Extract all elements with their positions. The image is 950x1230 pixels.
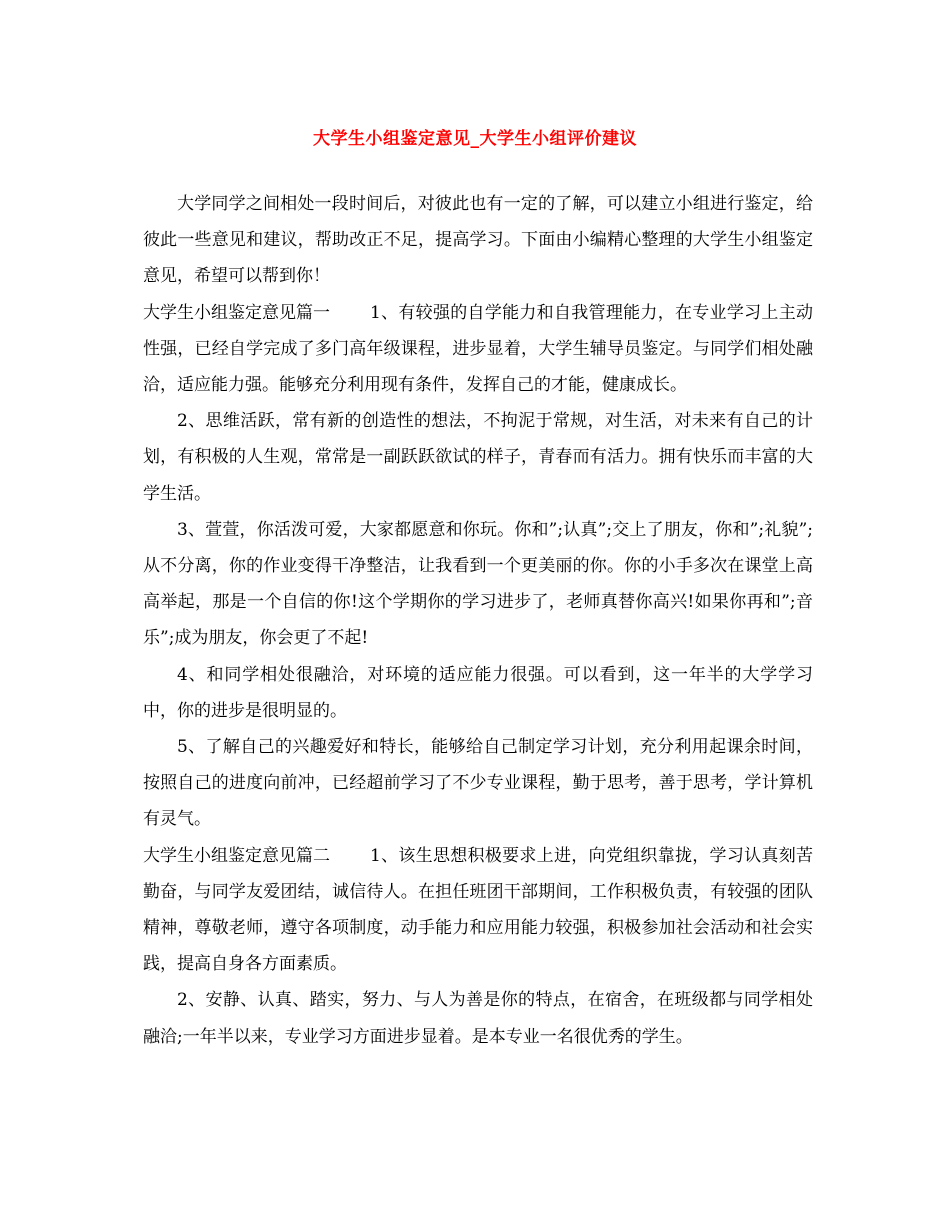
section-1-first-paragraph xyxy=(143,295,813,404)
section-item: 3、萱萱，你活泼可爱，大家都愿意和你玩。你和”;认真”;交上了朋友，你和”;礼貌”;从不分离，你的作业变得干净整洁，让我看到一个更美丽的你。你的小手多次在课堂上高高举起，那是一个自信的你!这个学期你的学习进步了，老师真替你高兴!如果你再和”;音乐”;成为朋友，你会更了不起! xyxy=(143,519,813,649)
section-item: 2、安静、认真、踏实，努力、与人为善是你的特点，在宿舍，在班级都与同学相处融洽;一年半以来，专业学习方面进步显着。是本专业一名很优秀的学生。 xyxy=(143,990,813,1047)
section-item: 1、该生思想积极要求上进，向党组织靠拢，学习认真刻苦勤奋，与同学友爱团结，诚信待人。在担任班团干部期间，工作积极负责，有较强的团队精神，尊敬老师，遵守各项制度，动手能力和应用能力较强，积极参加社会活动和社会实践，提高自身各方面素质。 xyxy=(143,845,813,975)
section-item: 1、有较强的自学能力和自我管理能力，在专业学习上主动性强，已经自学完成了多门高年级课程，进步显着，大学生辅导员鉴定。与同学们相处融洽，适应能力强。能够充分利用现有条件，发挥自己的才能，健康成长。 xyxy=(143,302,813,396)
section-2-first-paragraph xyxy=(143,838,813,983)
section-item: 2、思维活跃，常有新的创造性的想法，不拘泥于常规，对生活，对未来有自己的计划，有积极的人生观，常常是一副跃跃欲试的样子，青春而有活力。拥有快乐而丰富的大学生活。 xyxy=(143,411,813,504)
section-item: 5、了解自己的兴趣爱好和特长，能够给自己制定学习计划，充分利用起课余时间，按照自己的进度向前冲，已经超前学习了不少专业课程，勤于思考，善于思考，学计算机有灵气。 xyxy=(143,737,813,830)
section-heading: 大学生小组鉴定意见篇二 xyxy=(143,845,330,866)
intro-paragraph: 大学同学之间相处一段时间后，对彼此也有一定的了解，可以建立小组进行鉴定，给彼此一些意见和建议，帮助改正不足，提高学习。下面由小编精心整理的大学生小组鉴定意见，希望可以帮到你！ xyxy=(143,194,813,287)
document-body xyxy=(143,186,813,1055)
page-title: 大学生小组鉴定意见_大学生小组评价建议 xyxy=(313,129,637,149)
section-heading: 大学生小组鉴定意见篇一 xyxy=(143,302,330,323)
section-item: 4、和同学相处很融洽，对环境的适应能力很强。可以看到，这一年半的大学学习中，你的进步是很明显的。 xyxy=(143,664,813,721)
